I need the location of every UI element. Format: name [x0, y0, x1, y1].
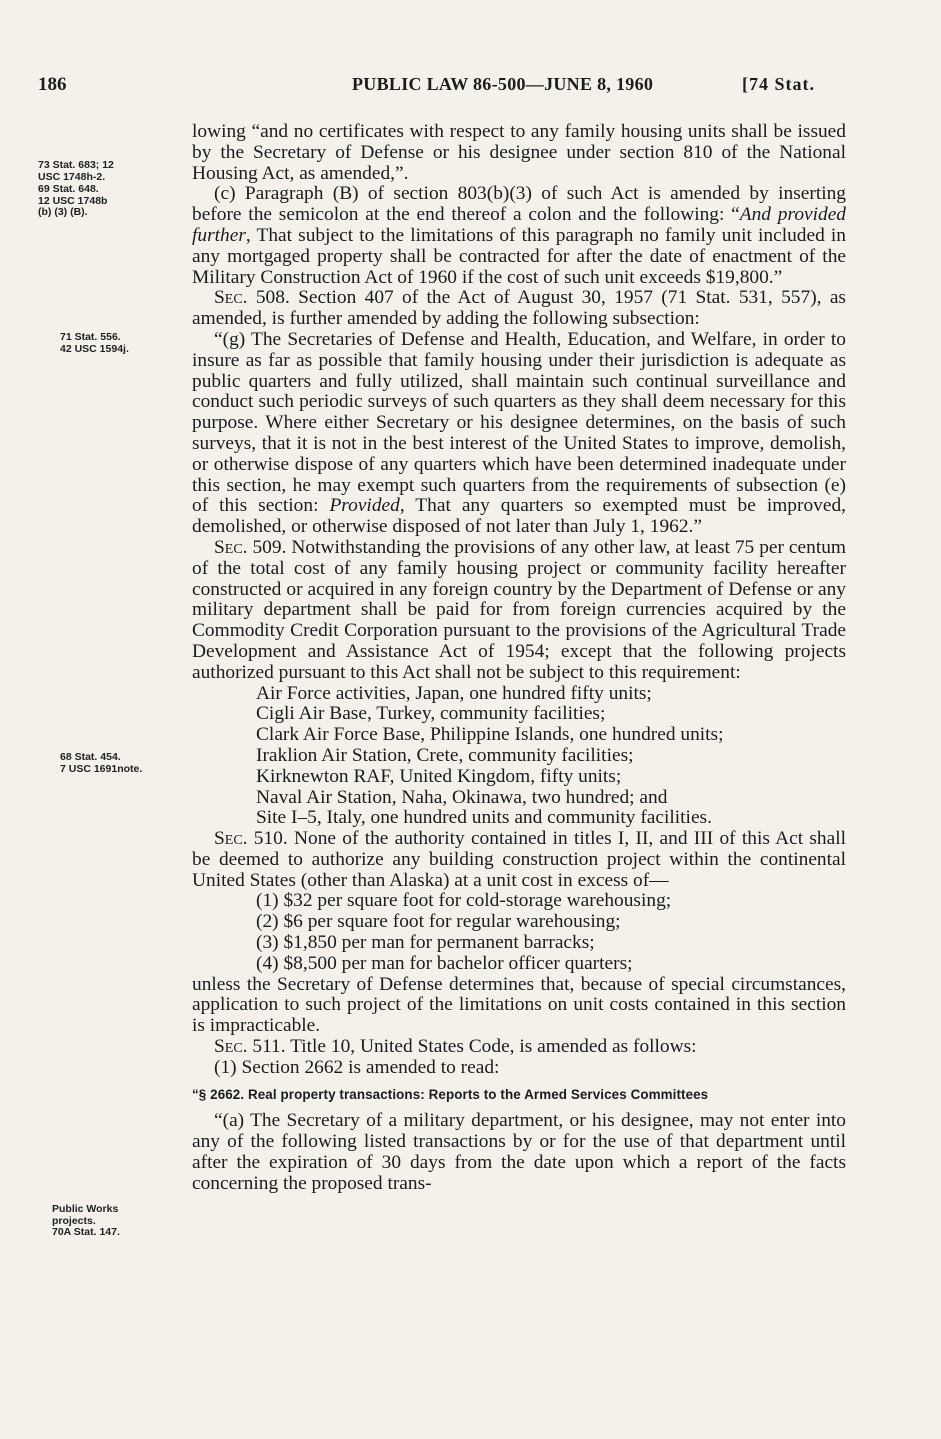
- list-item: Clark Air Force Base, Philippine Islands, one hundred units;: [256, 724, 724, 746]
- section-label: Sec. 508.: [214, 287, 290, 309]
- section-511: Sec. 511. Title 10, United States Code, is amended as follows:: [214, 1036, 697, 1058]
- section-label: Sec. 511.: [214, 1036, 286, 1058]
- paragraph: unless the Secretary of Defense determines that, because of special circumstances, application to such project of the limitations on unit costs contained in this section is impracticable.: [192, 973, 846, 1037]
- paragraph: lowing “and no certificates with respect to any family housing units shall be issued by the Secretary of Defense or his designee under section 810 of the National Housing Act, as amended,”.: [192, 121, 846, 184]
- section-509: Sec. 509. Notwithstanding the provisions of any other law, at least 75 per centum of the total cost of any family housing project or community facility hereafter constructed or acquired in any foreign country by the Department of Defense or any military department shall be paid for from foreign currencies acquired by the Commodity Credit Corporation pursuant to the provisions of the Agricultural Trade Development and Assistance Act of 1954; except that the following projects authorized pursuant to this Act shall not be subject to this requirement:: [192, 536, 846, 683]
- margin-note: Public Works projects. 70A Stat. 147.: [52, 1203, 120, 1238]
- section-510: Sec. 510. None of the authority contained in titles I, II, and III of this Act shall be deemed to authorize any building construction project within the continental United States (other than Alaska) at a unit cost in excess of—: [192, 828, 846, 891]
- unit-cost-limits-list: [192, 891, 846, 974]
- list-item: (4) $8,500 per man for bachelor officer quarters;: [256, 952, 633, 974]
- section-label: Sec. 510.: [214, 828, 288, 850]
- body-text: [192, 122, 846, 1195]
- running-title: PUBLIC LAW 86-500—JUNE 8, 1960: [352, 74, 654, 94]
- margin-note: 71 Stat. 556. 42 USC 1594j.: [60, 331, 129, 355]
- list-item: Air Force activities, Japan, one hundred fifty units;: [256, 682, 652, 704]
- section-label: Sec. 509.: [214, 536, 287, 558]
- page-number: 186: [38, 74, 67, 95]
- margin-note: 73 Stat. 683; 12 USC 1748h-2.: [38, 159, 114, 183]
- section-508: Sec. 508. Section 407 of the Act of August 30, 1957 (71 Stat. 531, 557), as amended, is further amended by adding the following subsection:: [192, 287, 846, 330]
- exempt-projects-list: [192, 684, 846, 830]
- list-item: Kirknewton RAF, United Kingdom, fifty units;: [256, 765, 622, 787]
- list-item: (1) $32 per square foot for cold-storage warehousing;: [256, 890, 672, 912]
- list-item: (2) $6 per square foot for regular warehousing;: [256, 911, 621, 933]
- margin-note: 69 Stat. 648. 12 USC 1748b (b) (3) (B).: [38, 183, 108, 218]
- paragraph: “(a) The Secretary of a military department, or his designee, may not enter into any of the following listed transactions by or for the use of that department until after the expiration of 30 days from the date upon which a report of the facts concerning the proposed trans-: [192, 1110, 846, 1194]
- paragraph: (c) Paragraph (B) of section 803(b)(3) of such Act is amended by inserting before the semicolon at the end thereof a colon and the following: “And provided further, That subject to the limitations of this paragraph no family unit included in any mortgaged property shall be contracted for after the date of enactment of the Military Construction Act of 1960 if the cost of such unit exceeds $19,800.”: [192, 183, 846, 288]
- list-item: Site I–5, Italy, one hundred units and community facilities.: [256, 807, 712, 829]
- list-item: Cigli Air Base, Turkey, community facilities;: [256, 703, 606, 725]
- list-item: Iraklion Air Station, Crete, community facilities;: [256, 744, 634, 766]
- list-item: (3) $1,850 per man for permanent barracks;: [256, 932, 595, 954]
- volume-reference: [74 Stat.: [742, 74, 815, 94]
- section-heading-2662: “§ 2662. Real property transactions: Reports to the Armed Services Committees: [192, 1086, 709, 1102]
- list-item: Naval Air Station, Naha, Okinawa, two hundred; and: [256, 786, 668, 808]
- paragraph: (1) Section 2662 is amended to read:: [214, 1056, 500, 1078]
- margin-note: 68 Stat. 454. 7 USC 1691note.: [60, 751, 143, 775]
- subsection-g: “(g) The Secretaries of Defense and Health, Education, and Welfare, in order to insure as far as possible that family housing under their jurisdiction is adequate as public quarters and fully utilized, shall maintain such continual surveillance and conduct such periodic surveys of such quarters as they shall deem necessary for this purpose. Where either Secretary or his designee determines, on the basis of such surveys, that it is not in the best interest of the United States to improve, demolish, or otherwise dispose of any quarters which have been determined inadequate under this section, he may exempt such quarters from the requirements of subsection (e) of this section: Provided, That any quarters so exempted must be improved, demolished, or otherwise disposed of not later than July 1, 1962.”: [192, 328, 846, 538]
